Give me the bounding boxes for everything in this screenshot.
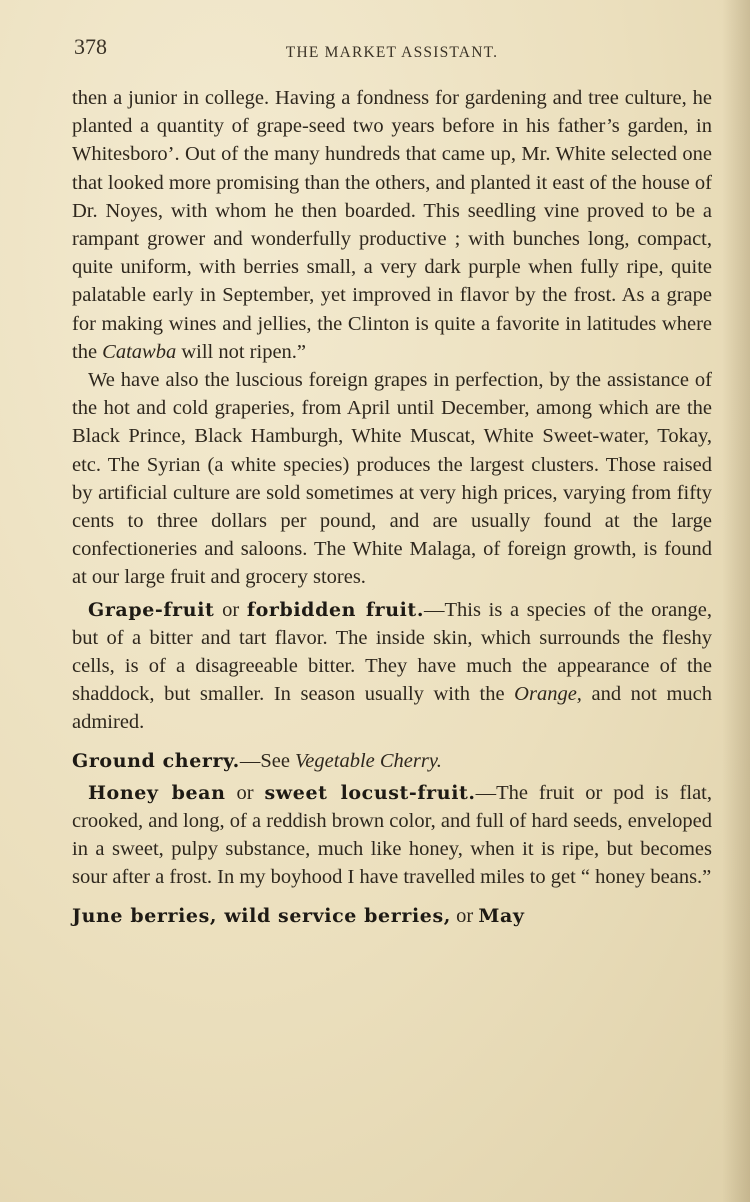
running-head	[72, 34, 712, 74]
entry-ground-cherry	[72, 747, 712, 775]
running-title: THE MARKET ASSISTANT.	[285, 44, 499, 61]
vegetable-cherry-italic: Vegetable Cherry.	[295, 749, 442, 772]
foreign-grapes-text: We have also the luscious foreign grapes in perfection, by the assistance of the hot and cold graperies, from April until December, among which are the Black Prince, Black Hamburgh, White Muscat, White Sweet-water, Tokay, etc. The Syrian (a white species) produces the largest clusters. Those raised by artificial culture are sold sometimes at very high prices, varying from fifty cents to three dollars per pound, and are usually found at the large confectioneries and saloons. The White Malaga, of foreign growth, is found at our large fruit and grocery stores.	[72, 369, 712, 589]
term-forbidden-fruit: forbidden fruit.	[246, 598, 425, 621]
or-connector: or	[225, 781, 265, 804]
page-number: 378	[74, 34, 107, 59]
entry-grape-fruit	[72, 596, 712, 737]
clinton-text-b: will not ripen.”	[176, 340, 307, 363]
term-may: May	[478, 904, 525, 927]
term-sweet-locust-fruit: sweet locust-fruit.	[264, 781, 476, 804]
grape-fruit-text-b: and not much admired.	[72, 683, 712, 734]
clinton-text-a: then a junior in college. Having a fondness for gardening and tree culture, he planted a quantity of grape-seed two years before in his father’s garden, in Whitesboro’. Out of the many hundreds that came up, Mr. White selected one that looked more promising than the others, and planted it east of the house of Dr. Noyes, with whom he then boarded. This seedling vine proved to be a rampant grower and wonderfully productive ; with bunches long, compact, quite uniform, with berries small, a very dark purple when fully ripe, quite palatable early in September, yet improved in flavor by the frost. As a grape for making wines and jellies, the Clinton is quite a favorite in latitudes where the	[72, 87, 712, 363]
paragraph-clinton-continued	[72, 84, 712, 366]
or-connector: or	[450, 904, 479, 927]
entry-june-berries	[72, 902, 712, 930]
orange-italic: Orange,	[514, 683, 582, 706]
honey-bean-text: —The fruit or pod is flat, crooked, and long, of a reddish brown color, and full of hard seeds, enveloped in a sweet, pulpy substance, much like honey, when it is ripe, but becomes sour after a frost. In my boyhood I have travelled miles to get “ honey beans.”	[72, 781, 712, 889]
entry-honey-bean	[72, 779, 712, 892]
ground-cherry-text: —See	[239, 749, 296, 772]
grape-fruit-text-a: —This is a species of the orange, but of a bitter and tart flavor. The inside skin, which surrounds the fleshy cells, is of a disagreeable bitter. They have much the appearance of the shaddock, but smaller. In season usually with the	[72, 598, 712, 706]
term-ground-cherry: Ground cherry.	[72, 749, 240, 772]
body-text	[72, 84, 712, 930]
catawba-italic: Catawba	[102, 340, 177, 363]
term-june-berries: June berries, wild service berries,	[72, 904, 451, 927]
term-grape-fruit: Grape-fruit	[88, 598, 215, 621]
term-honey-bean: Honey bean	[88, 781, 226, 804]
paragraph-foreign-grapes	[72, 366, 712, 592]
or-connector: or	[214, 598, 247, 621]
